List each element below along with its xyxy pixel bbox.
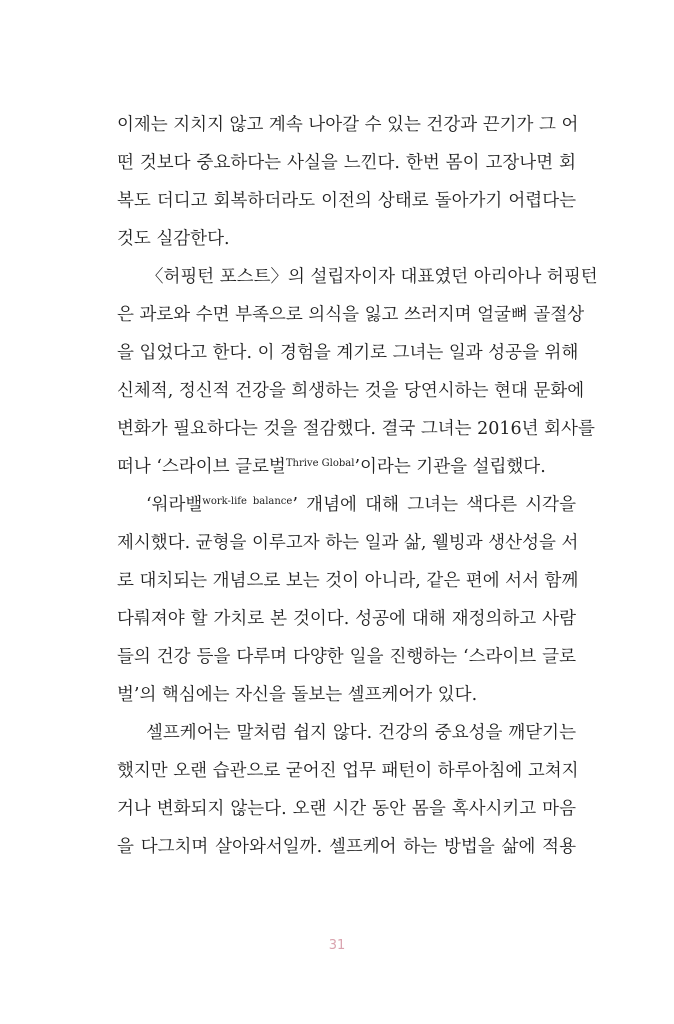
text-line	[117, 790, 576, 828]
text-line	[117, 448, 576, 486]
paragraph	[117, 106, 579, 258]
text-segment: 신체적, 정신적 건강을 희생하는 것을 당연시하는 현대 문화에	[117, 381, 585, 401]
text-segment: 제시했다. 균형을 이루고자 하는 일과 삶, 웰빙과 생산성을 서	[117, 533, 579, 553]
text-line	[117, 752, 579, 790]
text-line	[117, 638, 576, 676]
text-line	[117, 524, 579, 562]
text-line	[117, 714, 576, 752]
text-line	[117, 106, 579, 144]
text-segment: 벌’의 핵심에는 자신을 돌보는 셀프케어가 있다.	[117, 685, 478, 705]
text-segment: 떤 것보다 중요하다는 사실을 느낀다. 한번 몸이 고장나면 회	[117, 153, 576, 173]
text-segment: 을 입었다고 한다. 이 경험을 계기로 그녀는 일과 성공을 위해	[117, 343, 579, 363]
text-segment: 다뤄져야 할 가치로 본 것이다. 성공에 대해 재정의하고 사람	[117, 609, 576, 629]
text-segment: 복도 더디고 회복하더라도 이전의 상태로 돌아가기 어렵다는	[117, 191, 576, 211]
paragraph	[117, 486, 579, 714]
superscript-term: Thrive Global	[285, 458, 355, 469]
text-segment: ‘워라밸	[146, 495, 203, 515]
text-segment: 했지만 오랜 습관으로 굳어진 업무 패턴이 하루아침에 고쳐지	[117, 761, 579, 781]
text-line	[117, 676, 576, 714]
text-line	[117, 258, 598, 296]
text-line	[117, 600, 576, 638]
text-line	[117, 296, 585, 334]
body-text	[117, 106, 598, 866]
superscript-term: work-life balance	[202, 496, 293, 507]
text-line	[117, 372, 585, 410]
text-segment: 은 과로와 수면 부족으로 의식을 잃고 쓰러지며 얼굴뼈 골절상	[117, 305, 585, 325]
paragraph	[117, 714, 579, 866]
text-line	[117, 182, 576, 220]
text-segment: 이제는 지치지 않고 계속 나아갈 수 있는 건강과 끈기가 그 어	[117, 115, 579, 135]
text-segment: 변화가 필요하다는 것을 절감했다. 결국 그녀는 2016년 회사를	[117, 419, 595, 439]
text-segment: 〈허핑턴 포스트〉의 설립자이자 대표였던 아리아나 허핑턴	[146, 267, 598, 287]
text-segment: ’ 개념에 대해 그녀는 색다른 시각을	[292, 495, 576, 515]
text-segment: 을 다그치며 살아와서일까. 셀프케어 하는 방법을 삶에 적용	[117, 837, 576, 857]
text-line	[117, 144, 576, 182]
text-line	[117, 410, 595, 448]
text-segment: ’이라는 기관을 설립했다.	[354, 457, 546, 477]
text-line	[117, 220, 576, 258]
text-line	[117, 562, 579, 600]
text-segment: 들의 건강 등을 다루며 다양한 일을 진행하는 ‘스라이브 글로	[117, 647, 576, 667]
text-line	[117, 334, 579, 372]
text-segment: 로 대치되는 개념으로 보는 것이 아니라, 같은 편에 서서 함께	[117, 571, 579, 591]
page-number: 31	[328, 938, 346, 953]
paragraph	[117, 258, 598, 486]
text-segment: 셀프케어는 말처럼 쉽지 않다. 건강의 중요성을 깨닫기는	[146, 723, 576, 743]
text-line	[117, 486, 576, 524]
text-segment: 것도 실감한다.	[117, 229, 230, 249]
text-segment: 거나 변화되지 않는다. 오랜 시간 동안 몸을 혹사시키고 마음	[117, 799, 576, 819]
text-line	[117, 828, 576, 866]
text-segment: 떠나 ‘스라이브 글로벌	[117, 457, 286, 477]
